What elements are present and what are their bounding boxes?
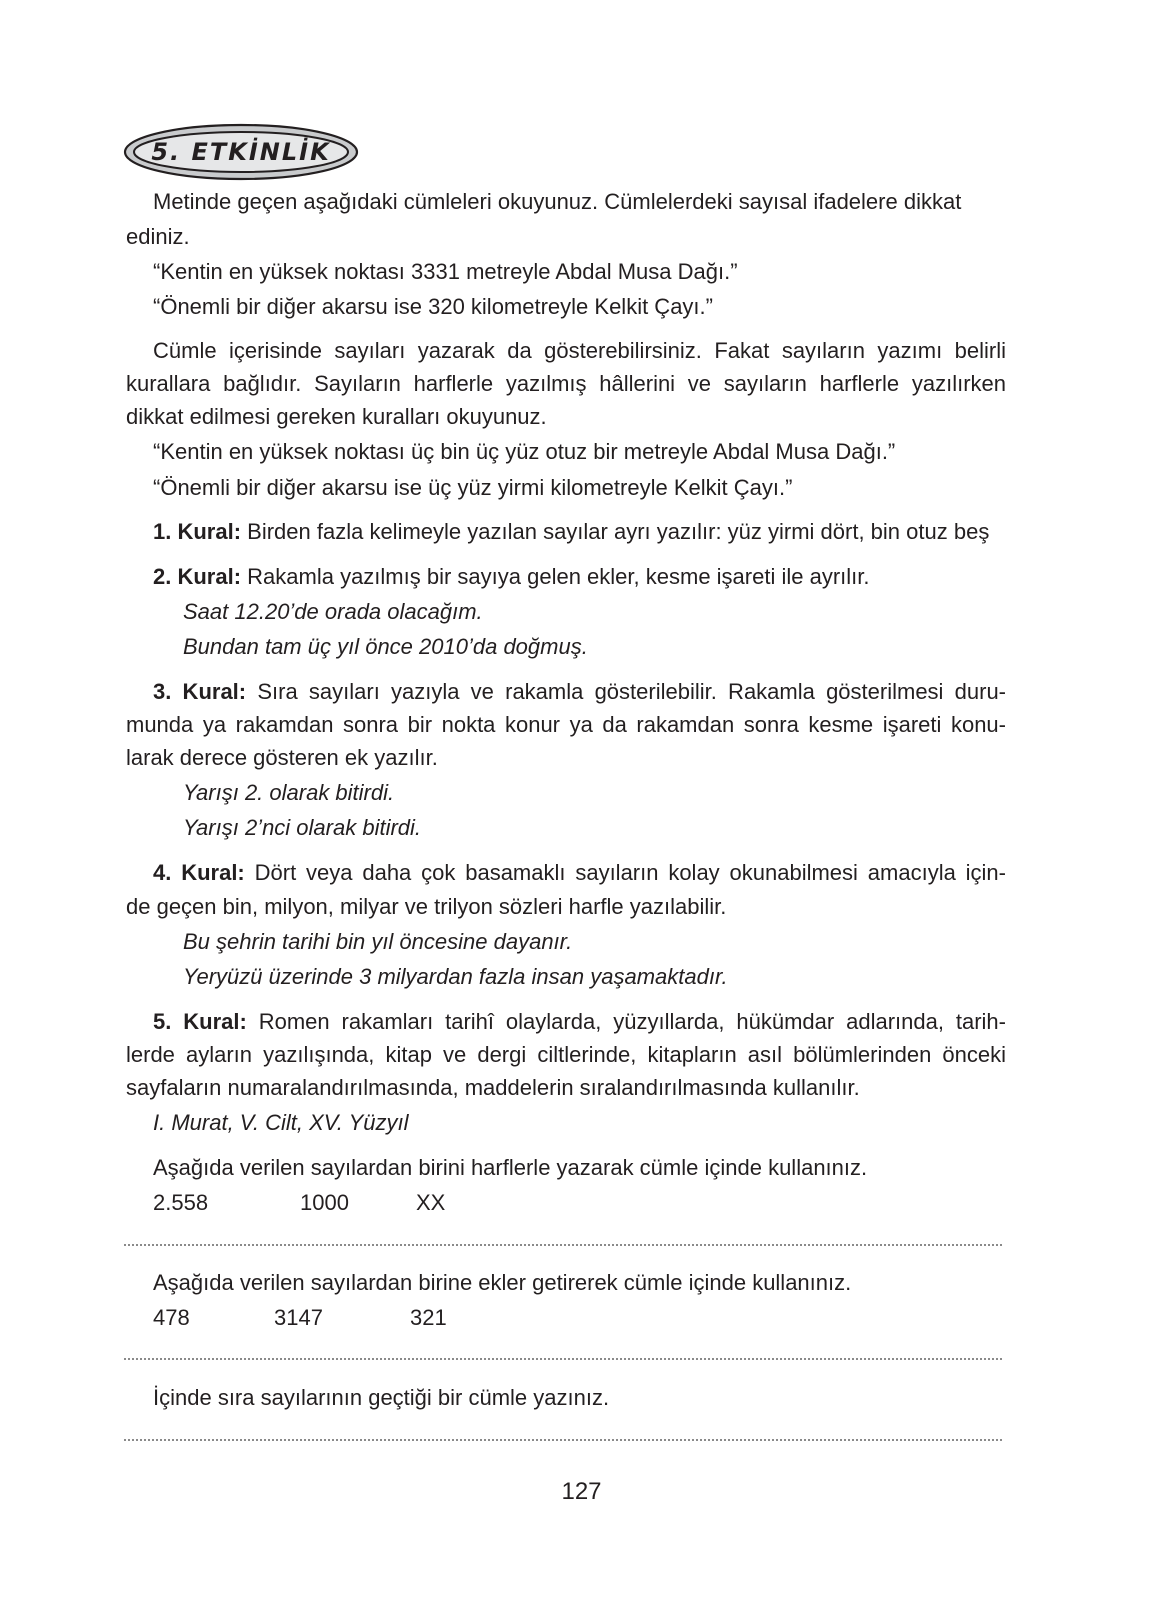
- intro-line-1: Metinde geçen aşağıdaki cümleleri okuyunuz. Cümlelerdeki sayısal ifadelere dikkat: [153, 189, 962, 214]
- rule-example: Bundan tam üç yıl önce 2010’da doğmuş.: [183, 634, 588, 659]
- rule-label: 4. Kural:: [153, 860, 245, 885]
- para2-quote-2: “Önemli bir diğer akarsu ise üç yüz yirmi kilometreyle Kelkit Çayı.”: [153, 475, 793, 500]
- rule-text: Rakamla yazılmış bir sayıya gelen ekler, kesme işareti ile ayrılır.: [247, 564, 870, 589]
- activity-title: 5. ETKİNLİK: [151, 138, 331, 166]
- rule-text: munda ya rakamdan sonra bir nokta konur ya da rakamdan sonra kesme işareti konu-: [126, 712, 1006, 737]
- rule-label: 2. Kural:: [153, 564, 242, 589]
- task-1-prompt: Aşağıda verilen sayılardan birini harflerle yazarak cümle içinde kullanınız.: [153, 1155, 868, 1180]
- task-number: 2.558: [153, 1190, 209, 1215]
- para2-line-3: dikkat edilmesi gereken kuralları okuyunuz.: [126, 404, 547, 429]
- rule-example: Yarışı 2. olarak bitirdi.: [183, 780, 395, 805]
- answer-line-1[interactable]: [124, 1244, 1002, 1246]
- answer-line-2[interactable]: [124, 1358, 1002, 1360]
- rule-text: sayfaların numaralandırılmasında, maddelerin sıralandırılmasında kullanılır.: [126, 1075, 860, 1100]
- rule-1: [153, 519, 1063, 545]
- task-number: 478: [153, 1305, 190, 1330]
- rule-5: [153, 1009, 1006, 1035]
- rule-text: Dört veya daha çok basamaklı sayıların kolay okunabilmesi amacıyla için-: [254, 860, 1006, 885]
- rule-text: Sıra sayıları yazıyla ve rakamla gösterilebilir. Rakamla gösterilmesi duru-: [257, 679, 1007, 704]
- rule-label: 5. Kural:: [153, 1009, 247, 1034]
- task-number: 3147: [274, 1305, 323, 1330]
- intro-quote-2: “Önemli bir diğer akarsu ise 320 kilometreyle Kelkit Çayı.”: [153, 294, 713, 319]
- rule-3: [153, 679, 1006, 705]
- rule-label: 1. Kural:: [153, 519, 242, 544]
- para2-line-1: Cümle içerisinde sayıları yazarak da gösterebilirsiniz. Fakat sayıların yazımı belirli: [153, 338, 1006, 363]
- task-3-prompt: İçinde sıra sayılarının geçtiği bir cümle yazınız.: [153, 1385, 610, 1410]
- para2-quote-1: “Kentin en yüksek noktası üç bin üç yüz otuz bir metreyle Abdal Musa Dağı.”: [153, 439, 896, 464]
- rule-text: lerde ayların yazılışında, kitap ve dergi ciltlerinde, kitapların asıl bölümlerinden önceki: [126, 1042, 1006, 1067]
- activity-badge: [122, 122, 360, 182]
- rule-label: 3. Kural:: [153, 679, 247, 704]
- rule-text: Romen rakamları tarihî olaylarda, yüzyıllarda, hükümdar adlarında, tarih-: [258, 1009, 1006, 1034]
- rule-text: larak derece gösteren ek yazılır.: [126, 745, 438, 770]
- task-number: 321: [410, 1305, 447, 1330]
- rule-example: Yeryüzü üzerinde 3 milyardan fazla insan yaşamaktadır.: [183, 964, 728, 989]
- task-number: 1000: [300, 1190, 349, 1215]
- task-2-prompt: Aşağıda verilen sayılardan birine ekler getirerek cümle içinde kullanınız.: [153, 1270, 852, 1295]
- rule-2: [153, 564, 1063, 590]
- rule-example: Yarışı 2’nci olarak bitirdi.: [183, 815, 422, 840]
- para2-line-2: kurallara bağlıdır. Sayıların harflerle yazılmış hâllerini ve sayıların harflerle yazılırken: [126, 371, 1006, 396]
- rule-example: Saat 12.20’de orada olacağım.: [183, 599, 483, 624]
- rule-4: [153, 860, 1006, 886]
- rule-text: de geçen bin, milyon, milyar ve trilyon sözleri harfle yazılabilir.: [126, 894, 727, 919]
- intro-quote-1: “Kentin en yüksek noktası 3331 metreyle Abdal Musa Dağı.”: [153, 259, 738, 284]
- rule-text: Birden fazla kelimeyle yazılan sayılar ayrı yazılır: yüz yirmi dört, bin otuz beş: [247, 519, 990, 544]
- rule-example: I. Murat, V. Cilt, XV. Yüzyıl: [153, 1110, 409, 1135]
- rule-example: Bu şehrin tarihi bin yıl öncesine dayanır.: [183, 929, 573, 954]
- page-number: 127: [561, 1478, 602, 1505]
- answer-line-3[interactable]: [124, 1439, 1002, 1441]
- intro-line-2: ediniz.: [126, 224, 190, 249]
- task-number: XX: [416, 1190, 446, 1215]
